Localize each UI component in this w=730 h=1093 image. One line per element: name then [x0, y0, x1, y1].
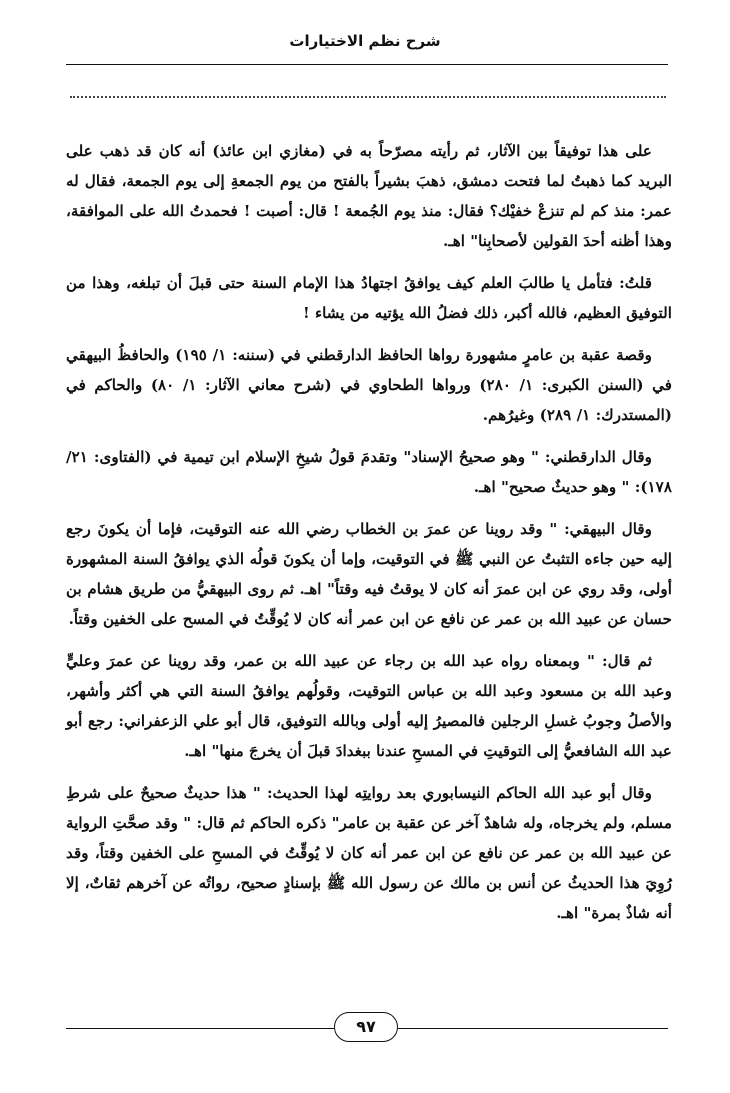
paragraph: وقال الدارقطني: " وهو صحيحُ الإسناد" وتقدمَ قولُ شيخِ الإسلام ابن تيمية في (الفتاوى: ٢١/ ١٧٨): " وهو حديثٌ صحيح" اهـ.: [66, 448, 672, 496]
running-header: شرح نظم الاختيارات: [289, 32, 441, 50]
paragraph: وقال البيهقي: " وقد روينا عن عمرَ بن الخطاب رضي الله عنه التوقيت، فإما أن يكونَ رجع إليه حين جاءه التثبتُ عن النبي ﷺ في التوقيت، وإما أن يكونَ قولُه الذي يوافقُ السنة المشهورة أولى، وقد روي عن ابن عمرَ أنه كان لا يوقتُ فيه وقتاً" اهـ. ثم روى البيهقيُّ من طريق هشام بن حسان عن عبيد الله بن عمر عن نافع عن ابن عمر أنه كان لا يُوقِّتُ في المسح على الخفين وقتاً.: [66, 520, 672, 628]
paragraph: على هذا توفيقاً بين الآثار، ثم رأيته مصرّحاً به في (مغازي ابن عائذ) أنه كان قد ذهب على البريد كما ذهبتُ لما فتحت دمشق، ذهبَ بشيراً بالفتح من يوم الجمعةِ إلى يوم الجمعة، فقال له عمر: منذ كم لم تنزعْ خفيْك؟ فقال: منذ يوم الجُمعة ! قال: أصبت ! فحمدتُ الله على الموافقة، وهذا أظنه أحدَ القولين لأصحابِنا" اهـ.: [66, 142, 672, 250]
paragraph: وقصة عقبة بن عامرٍ مشهورة رواها الحافظ الدارقطني في (سننه: ١/ ١٩٥) والحافظُ البيهقي في (السنن الكبرى: ١/ ٢٨٠) ورواها الطحاوي في (شرح معاني الآثار: ١/ ٨٠) والحاكم في (المستدرك: ١/ ٢٨٩) وغيرُهم.: [66, 346, 672, 424]
paragraph: وقال أبو عبد الله الحاكم النيسابوري بعد روايتِه لهذا الحديث: " هذا حديثٌ صحيحٌ على شرطِ مسلم، ولم يخرجاه، وله شاهدٌ آخر عن عقبة بن عامر" ذكره الحاكم ثم قال: " وقد صحَّتِ الرواية عن عبيد الله بن عمر عن نافع عن ابن عمر أنه كان لا يُوقِّتُ في المسحِ على الخفين وقتاً، وقد رُوِيَ هذا الحديثُ عن أنس بن مالك عن رسول الله ﷺ بإسنادٍ صحيح، رواتُه عن آخرهم ثقاتٌ، إلا أنه شاذٌ بمرة" اهـ.: [66, 784, 672, 922]
paragraph: ثم قال: " وبمعناه رواه عبد الله بن رجاء عن عبيد الله بن عمر، وقد روينا عن عمرَ وعليٍّ وعبد الله بن مسعود وعبد الله بن عباس التوقيت، وقولُهم يوافقُ السنة التي هي أكثر وأشهر، والأصلُ وجوبُ غسلِ الرجلين فالمصيرُ إليه أولى وبالله التوفيق، قال أبو علي الزعفراني: رجع أبو عبد الله الشافعيُّ إلى التوقيتِ في المسحِ عندنا ببغدادَ قبلَ أن يخرجَ منها" اهـ.: [66, 652, 672, 760]
footer-rule-right: [398, 1028, 668, 1029]
header-rule: [66, 64, 668, 65]
paragraph: قلتُ: فتأمل يا طالبَ العلم كيف يوافقُ اجتهادُ هذا الإمام السنة حتى قبلَ أن تبلغه، وهذا من التوفيق العظيم، فالله أكبر، ذلك فضلُ الله يؤتيه من يشاء !: [66, 274, 672, 322]
main-text: [66, 136, 672, 940]
dotted-separator: [70, 96, 666, 98]
page-number: ٩٧: [334, 1012, 398, 1042]
footer-rule-left: [66, 1028, 334, 1029]
